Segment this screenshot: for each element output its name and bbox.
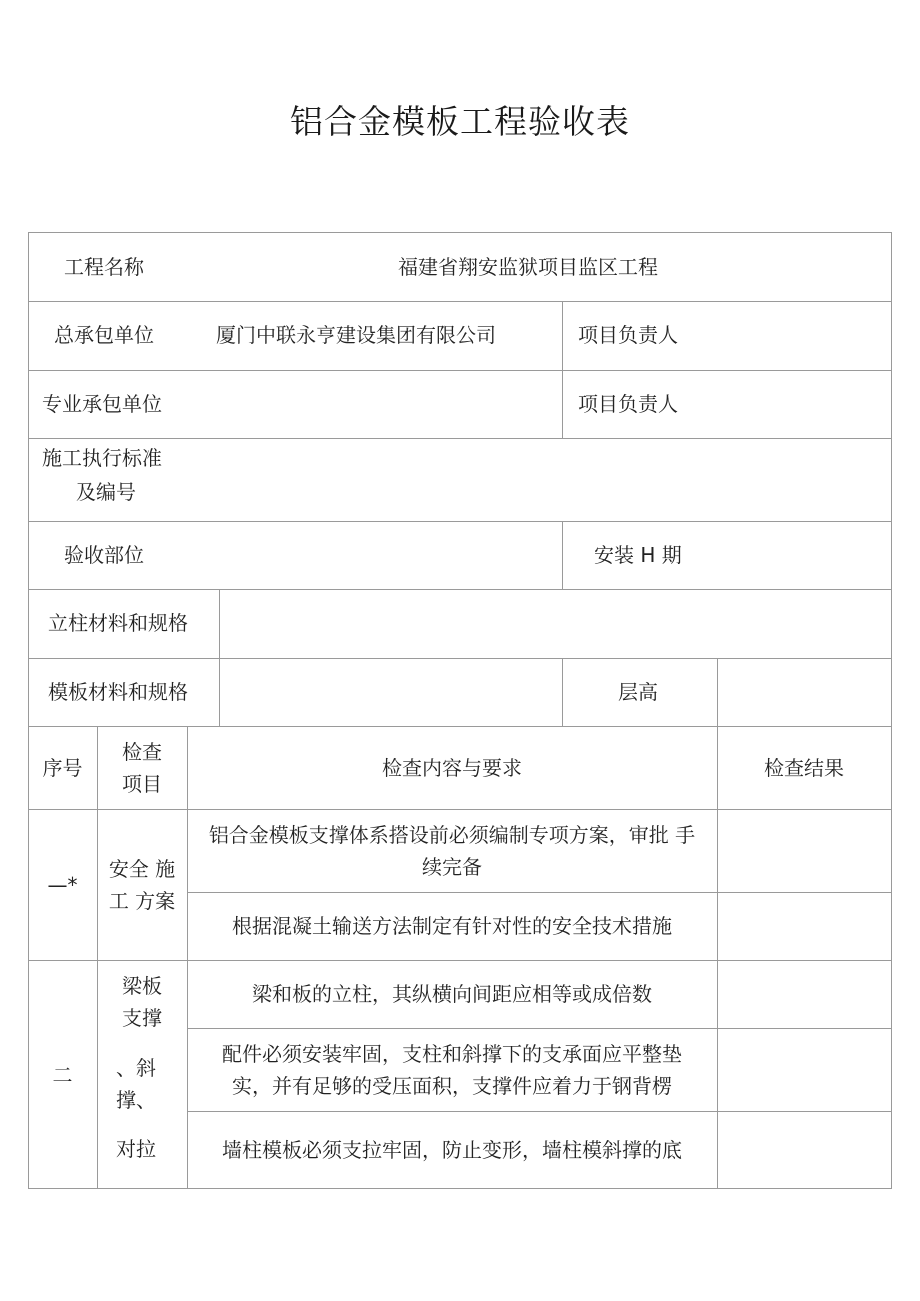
section-item-line1: 安全 施 xyxy=(108,856,176,881)
column-divider xyxy=(219,589,220,726)
project-name-value: 福建省翔安监狱项目监区工程 xyxy=(398,255,658,279)
section-seq-text: —* xyxy=(47,873,78,897)
section-2-item-line5: 对拉 xyxy=(116,1137,156,1161)
header-result xyxy=(717,726,891,809)
row-divider xyxy=(28,301,892,302)
header-seq xyxy=(28,726,97,809)
row-divider xyxy=(28,370,892,371)
section-1-seq xyxy=(28,850,97,920)
page-title: 铝合金模板工程验收表 xyxy=(290,102,630,141)
row-divider xyxy=(28,438,892,439)
header-result-text: 检查结果 xyxy=(764,755,844,780)
header-content xyxy=(187,726,717,809)
check-row-line1: 铝合金模板支撑体系搭设前必须编制专项方案，审批 手 xyxy=(208,822,696,847)
section-1-item xyxy=(97,809,187,960)
project-manager-label: 项目负责人 xyxy=(578,392,678,416)
check-result xyxy=(717,892,891,960)
column-divider xyxy=(562,301,563,438)
row-divider xyxy=(28,589,892,590)
project-name-label: 工程名称 xyxy=(64,255,144,279)
table-border-bottom xyxy=(28,1188,892,1189)
check-row xyxy=(187,960,717,1028)
row-divider xyxy=(28,658,892,659)
standard-label-line1: 施工执行标准 xyxy=(42,446,162,470)
check-row xyxy=(187,1028,717,1111)
column-divider xyxy=(562,521,563,589)
column-spec-label: 立柱材料和规格 xyxy=(48,611,188,635)
check-row xyxy=(187,1111,717,1188)
check-row-line1: 梁和板的立柱，其纵横向间距应相等或成倍数 xyxy=(252,982,652,1006)
section-2-item-line1: 梁板 xyxy=(122,974,162,998)
header-item xyxy=(97,726,187,809)
formwork-spec-label: 模板材料和规格 xyxy=(48,680,188,704)
header-item-line2: 项目 xyxy=(122,771,162,796)
column-divider xyxy=(562,658,563,726)
install-date-label: 安装 H 期 xyxy=(594,543,682,567)
header-content-text: 检查内容与要求 xyxy=(382,755,522,780)
acceptance-location-label: 验收部位 xyxy=(64,543,144,567)
section-2-seq xyxy=(28,1040,97,1110)
check-row xyxy=(187,809,717,892)
check-row-line1: 配件必须安装牢固，支柱和斜撑下的支承面应平整垫 xyxy=(222,1041,682,1066)
section-item-line2: 工 方案 xyxy=(108,888,176,913)
table-border-top xyxy=(28,232,892,233)
standard-label-line2: 及编号 xyxy=(76,480,136,504)
check-row-line1: 墙柱模板必须支拉牢固，防止变形，墙柱模斜撑的底 xyxy=(222,1137,682,1162)
check-result xyxy=(717,1028,891,1111)
header-item-line1: 检查 xyxy=(122,739,162,764)
check-row-line2: 续完备 xyxy=(422,854,482,879)
check-result xyxy=(717,809,891,892)
check-row xyxy=(187,892,717,960)
general-contractor-label: 总承包单位 xyxy=(54,323,154,347)
row-divider xyxy=(28,521,892,522)
header-seq-text: 序号 xyxy=(42,755,83,780)
check-result xyxy=(717,1111,891,1188)
general-contractor-value: 厦门中联永亨建设集团有限公司 xyxy=(216,323,496,347)
specialty-contractor-label: 专业承包单位 xyxy=(42,392,162,416)
section-2-item-line3: 、斜 xyxy=(116,1056,156,1080)
section-seq-text: 二 xyxy=(52,1063,73,1087)
floor-height-label: 层高 xyxy=(618,680,658,704)
section-2-item-line4: 撑、 xyxy=(116,1088,156,1112)
check-row-line2: 实，并有足够的受压面积，支撑件应着力于钢背楞 xyxy=(232,1073,672,1098)
section-2-item-line2: 支撑 xyxy=(122,1006,162,1030)
table-border-right xyxy=(891,232,892,1189)
check-result xyxy=(717,960,891,1028)
project-manager-label: 项目负责人 xyxy=(578,323,678,347)
check-row-line1: 根据混凝土输送方法制定有针对性的安全技术措施 xyxy=(232,914,672,938)
